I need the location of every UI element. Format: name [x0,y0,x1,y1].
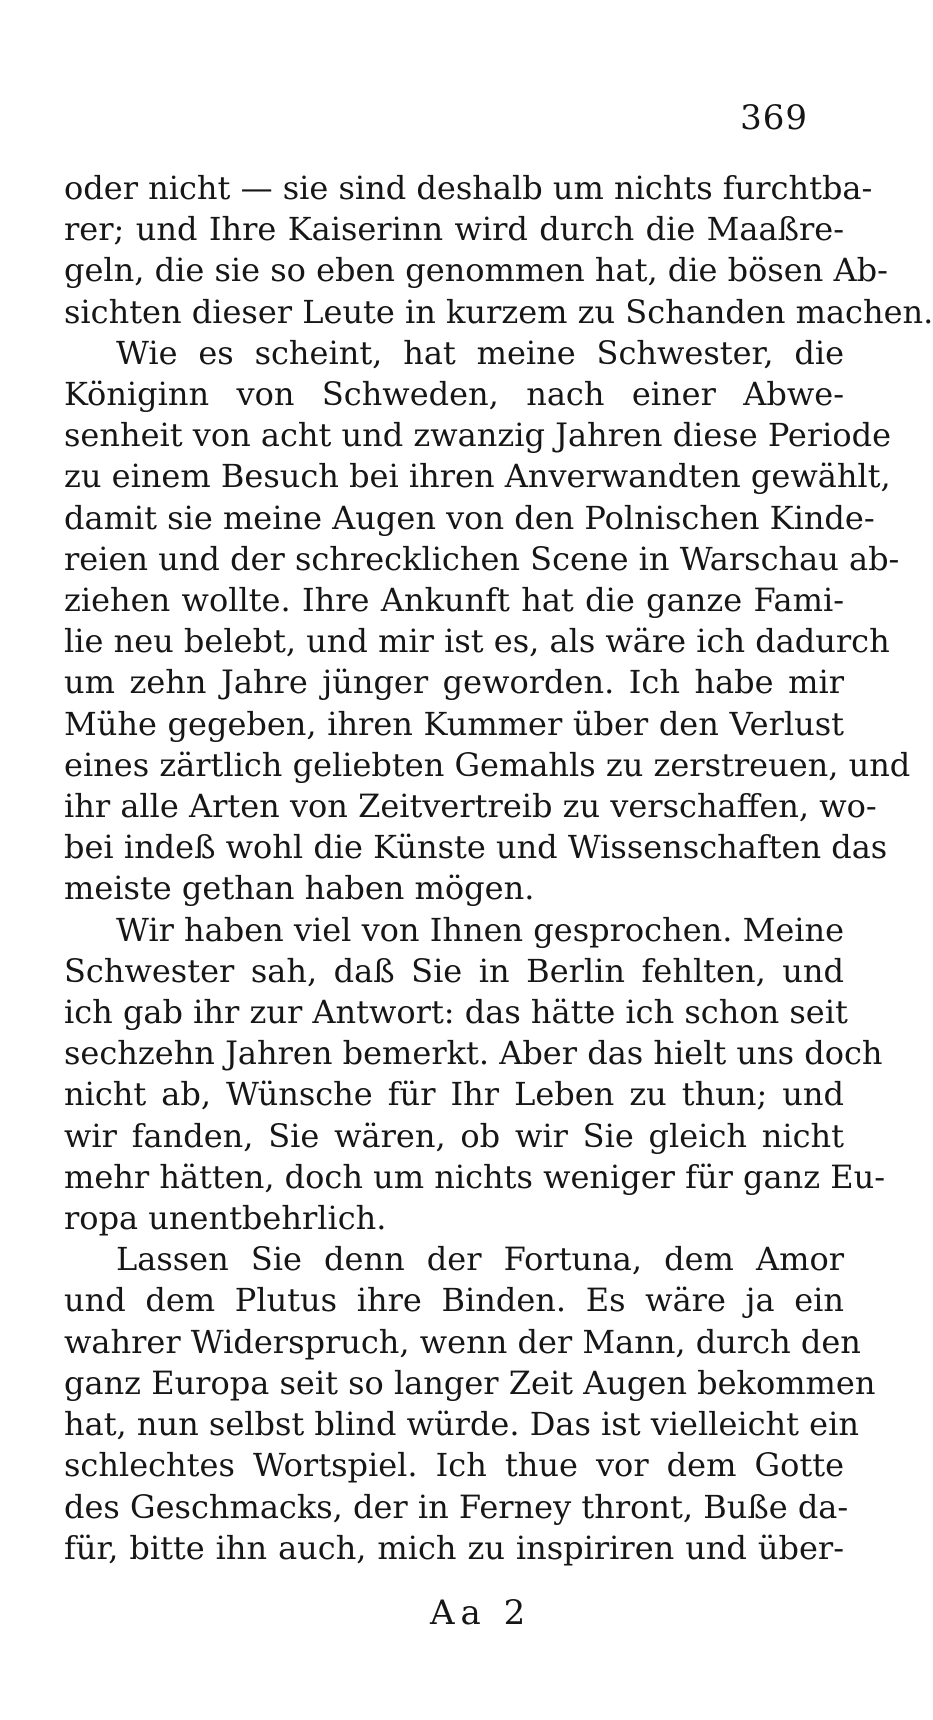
page-number: 369 [740,98,808,138]
text-line: ropa unentbehrlich. [64,1199,387,1238]
text-line: geln, die sie so eben genommen hat, die bösen Ab- [64,251,888,290]
text-line: ich gab ihr zur Antwort: das hätte ich schon seit [64,993,848,1032]
printer-signature: Aa 2 [430,1593,532,1633]
text-line: Königinn von Schweden, nach einer Abwe- [64,375,844,414]
text-line: meiste gethan haben mögen. [64,869,535,908]
text-line: wir fanden, Sie wären, ob wir Sie gleich nicht [64,1116,844,1155]
text-line: senheit von acht und zwanzig Jahren diese Periode [64,416,892,455]
text-line: oder nicht — sie sind deshalb um nichts furchtba- [64,169,873,207]
text-line: lie neu belebt, und mir ist es, als wäre ich dadurch [64,622,890,661]
text-line: hat, nun selbst blind würde. Das ist vielleicht ein [64,1405,859,1444]
text-line: Wir haben viel von Ihnen gesprochen. Meine [116,910,845,949]
text-line: Schwester sah, daß Sie in Berlin fehlten, und [64,951,844,990]
text-line: ganz Europa seit so langer Zeit Augen bekommen [64,1363,876,1402]
text-line: ziehen wollte. Ihre Ankunft hat die ganze Fami- [64,581,844,620]
text-line: sechzehn Jahren bemerkt. Aber das hielt uns doch [64,1034,883,1073]
text-line: zu einem Besuch bei ihren Anverwandten gewählt, [64,457,891,496]
text-line: wahrer Widerspruch, wenn der Mann, durch den [64,1322,861,1361]
text-line: reien und der schrecklichen Scene in Warschau ab- [64,539,900,578]
text-line: bei indeß wohl die Künste und Wissenschaften das [64,828,888,867]
text-line: Wie es scheint, hat meine Schwester, die [116,333,844,372]
text-line: damit sie meine Augen von den Polnischen Kinde- [64,498,875,537]
text-line: um zehn Jahre jünger geworden. Ich habe mir [64,663,844,702]
text-line: schlechtes Wortspiel. Ich thue vor dem Gotte [64,1446,844,1485]
text-line: Mühe gegeben, ihren Kummer über den Verlust [64,704,844,743]
text-line: für, bitte ihn auch, mich zu inspiriren und über- [64,1528,844,1567]
text-line: mehr hätten, doch um nichts weniger für ganz Eu- [64,1157,886,1196]
text-line: rer; und Ihre Kaiserinn wird durch die Maaßre- [64,210,844,249]
text-line: sichten dieser Leute in kurzem zu Schanden machen. [64,292,933,331]
text-line: nicht ab, Wünsche für Ihr Leben zu thun; und [64,1075,844,1114]
text-line: und dem Plutus ihre Binden. Es wäre ja ein [64,1281,844,1320]
body-text [64,168,933,1569]
text-line: eines zärtlich geliebten Gemahls zu zerstreuen, und [64,745,911,784]
text-line: des Geschmacks, der in Ferney thront, Buße da- [64,1487,849,1526]
text-line: Lassen Sie denn der Fortuna, dem Amor [116,1240,844,1279]
text-line: ihr alle Arten von Zeitvertreib zu verschaffen, wo- [64,787,877,826]
